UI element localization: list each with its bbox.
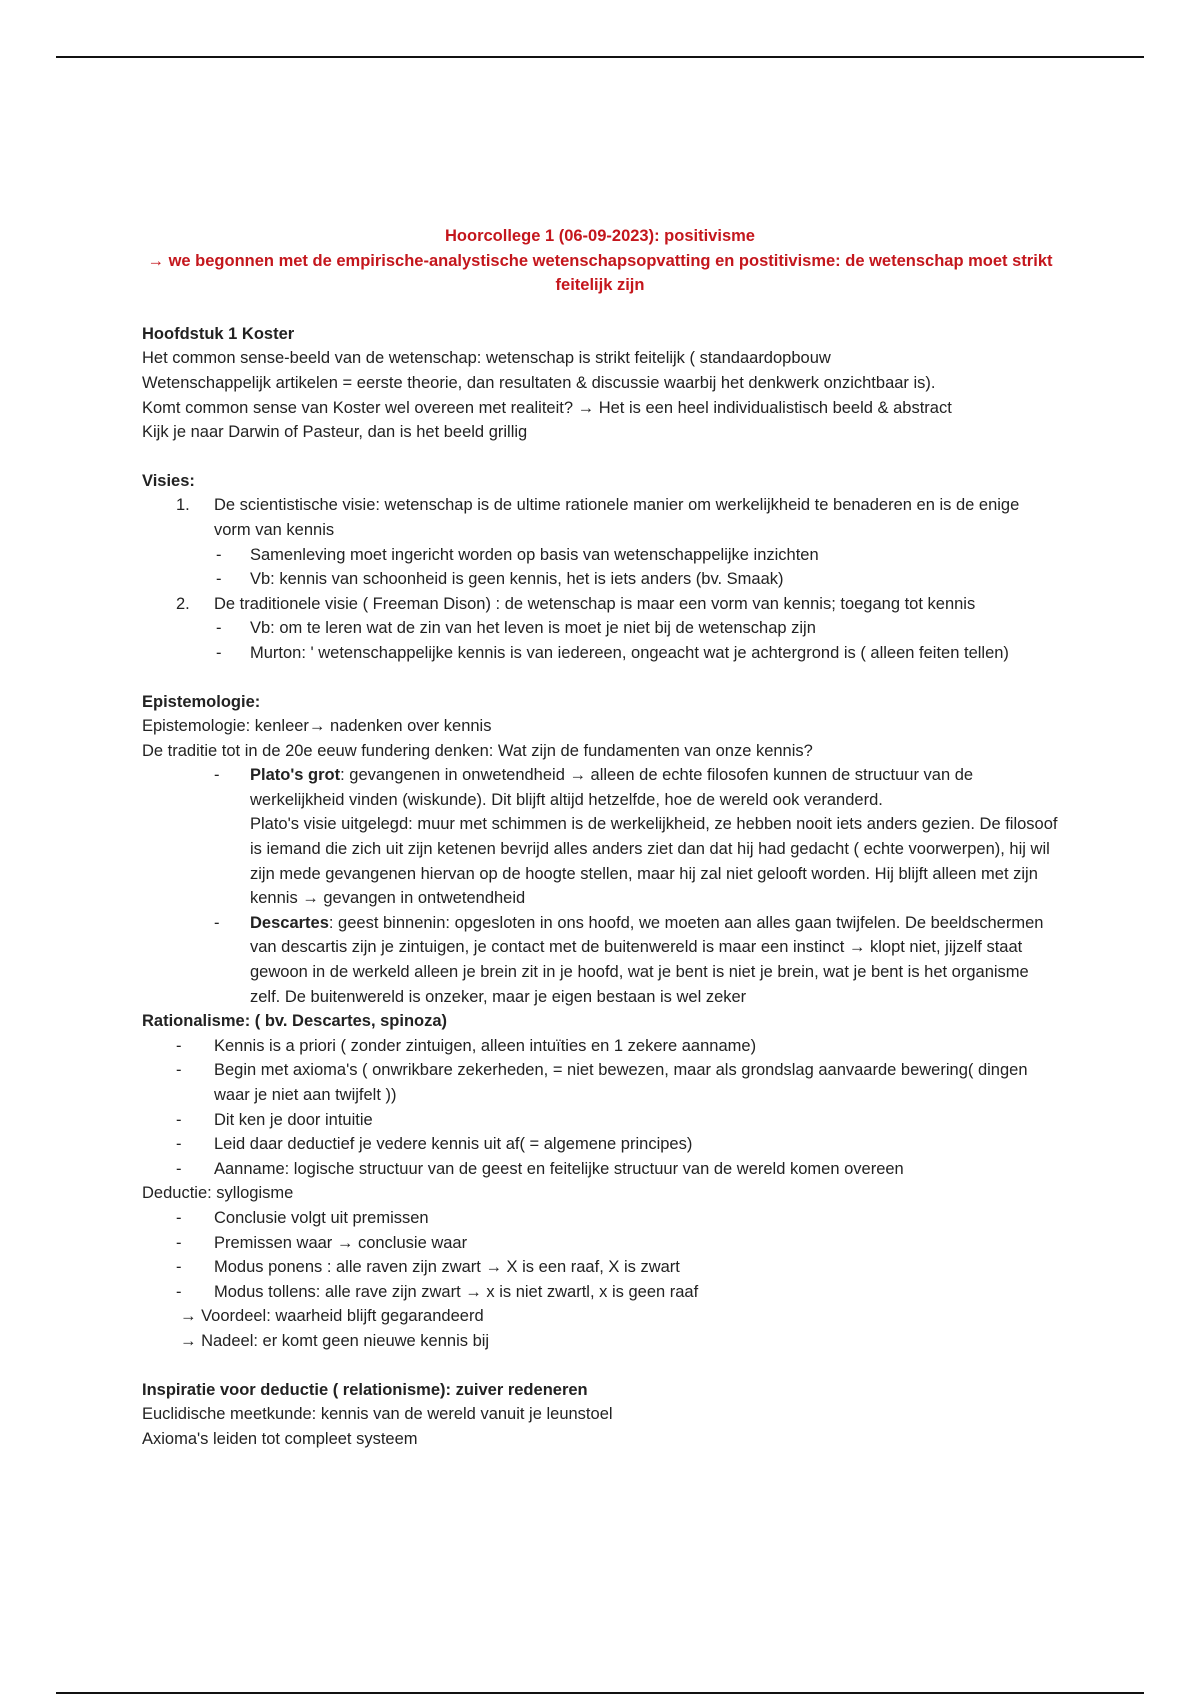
list-item: - Modus ponens : alle raven zijn zwart → X is een raaf, X is zwart	[176, 1258, 680, 1277]
visies-heading: Visies:	[142, 471, 195, 490]
list-item: - Dit ken je door intuitie	[176, 1110, 373, 1129]
voordeel-line: → Voordeel: waarheid blijft gegarandeerd	[180, 1307, 484, 1326]
visie-item	[142, 493, 1058, 542]
descartes-term: Descartes	[250, 913, 329, 932]
nadeel-line: → Nadeel: er komt geen nieuwe kennis bij	[180, 1331, 490, 1350]
visie-text: De scientistische visie: wetenschap is de ultime rationele manier om werkelijkheid te benaderen en is de enige vorm van kennis	[214, 496, 1020, 539]
epistemologie-line: De traditie tot in de 20e eeuw fundering denken: Wat zijn de fundamenten van onze kennis?	[142, 741, 813, 760]
list-number: 1.	[176, 496, 190, 515]
visie-subitem: - Murton: ' wetenschappelijke kennis is van iedereen, ongeacht wat je achtergrond is ( alleen feiten tellen)	[216, 643, 1009, 662]
list-item: - Modus tollens: alle rave zijn zwart → x is niet zwartl, x is geen raaf	[176, 1282, 699, 1301]
visie-subitem: - Vb: om te leren wat de zin van het leven is moet je niet bij de wetenschap zijn	[216, 619, 816, 638]
koster-line: Komt common sense van Koster wel overeen met realiteit? → Het is een heel individualistisch beeld & abstract	[142, 398, 952, 417]
rationalisme-heading: Rationalisme: ( bv. Descartes, spinoza)	[142, 1012, 448, 1031]
bottom-rule	[56, 1692, 1144, 1694]
koster-heading: Hoofdstuk 1 Koster	[142, 324, 295, 343]
visie-item	[142, 592, 1058, 617]
koster-line: Het common sense-beeld van de wetenschap: wetenschap is strikt feitelijk ( standaardopbouw	[142, 349, 831, 368]
list-item: - Begin met axioma's ( onwrikbare zekerheden, = niet bewezen, maar als grondslag aanvaarde bewering( dingen waar je niet aan twijfelt ))	[176, 1061, 1028, 1104]
inspiratie-line: Euclidische meetkunde: kennis van de wereld vanuit je leunstoel	[142, 1405, 613, 1424]
top-rule	[56, 56, 1144, 58]
koster-line: Wetenschappelijk artikelen = eerste theorie, dan resultaten & discussie waarbij het denkwerk onzichtbaar is).	[142, 373, 936, 392]
visie-subitem: - Vb: kennis van schoonheid is geen kennis, het is iets anders (bv. Smaak)	[216, 570, 784, 589]
lecture-title: Hoorcollege 1 (06-09-2023): positivisme	[445, 227, 755, 245]
list-item: - Kennis is a priori ( zonder zintuigen, alleen intuïties en 1 zekere aanname)	[176, 1036, 757, 1055]
plato-item: - Plato's grot: gevangenen in onwetendheid → alleen de echte filosofen kunnen de structuur van de werkelijkheid vinden (wiskunde). Dit blijft altijd hetzelfde, hoe de wereld ook veranderd.	[214, 766, 974, 809]
plato-term: Plato's grot	[250, 766, 341, 785]
descartes-item: - Descartes: geest binnenin: opgesloten in ons hoofd, we moeten aan alles gaan twijfelen. De beeldschermen van descartis zijn je zintuigen, je contact met de buitenwereld is maar een instinct → klopt niet, jijzelf staat gewoon in de werkeld alleen je brein zit in je hoofd, wat je bent is niet je brein, wat je bent is het organisme zelf. De buitenwereld is onzeker, maar je eigen bestaan is wel zeker	[214, 913, 1044, 1006]
list-number: 2.	[176, 594, 190, 613]
lecture-subtitle: → we begonnen met de empirische-analystische wetenschapsopvatting en postitivisme: de wetenschap moet strikt feitelijk zijn	[147, 251, 1053, 295]
list-item: - Aanname: logische structuur van de geest en feitelijke structuur van de wereld komen overeen	[176, 1159, 904, 1178]
visie-text: De traditionele visie ( Freeman Dison) : de wetenschap is maar een vorm van kennis; toegang tot kennis	[214, 594, 976, 613]
inspiratie-heading: Inspiratie voor deductie ( relationisme): zuiver redeneren	[142, 1380, 588, 1399]
plato-explanation: Plato's visie uitgelegd: muur met schimmen is de werkelijkheid, ze hebben nooit iets anders gezien. De filosoof is iemand die zich uit zijn ketenen bevrijd alles anders ziet dan dat hij had gedacht ( echte voorwerpen), hij wil zijn mede gevangenen hiervan op de hoogte stellen, maar hij zal niet gelooft worden. Hij blijft alleen met zijn kennis → gevangen in ontwetendheid	[250, 815, 1058, 908]
visie-subitem: - Samenleving moet ingericht worden op basis van wetenschappelijke inzichten	[216, 545, 819, 564]
epistemologie-heading: Epistemologie:	[142, 692, 261, 711]
document-body	[142, 224, 1058, 1451]
koster-line: Kijk je naar Darwin of Pasteur, dan is het beeld grillig	[142, 423, 528, 442]
list-item: - Premissen waar → conclusie waar	[176, 1233, 468, 1252]
list-item: - Conclusie volgt uit premissen	[176, 1208, 429, 1227]
deductie-heading: Deductie: syllogisme	[142, 1184, 294, 1203]
epistemologie-line: Epistemologie: kenleer→ nadenken over kennis	[142, 717, 492, 736]
list-item: - Leid daar deductief je vedere kennis uit af( = algemene principes)	[176, 1135, 693, 1154]
inspiratie-line: Axioma's leiden tot compleet systeem	[142, 1429, 418, 1448]
